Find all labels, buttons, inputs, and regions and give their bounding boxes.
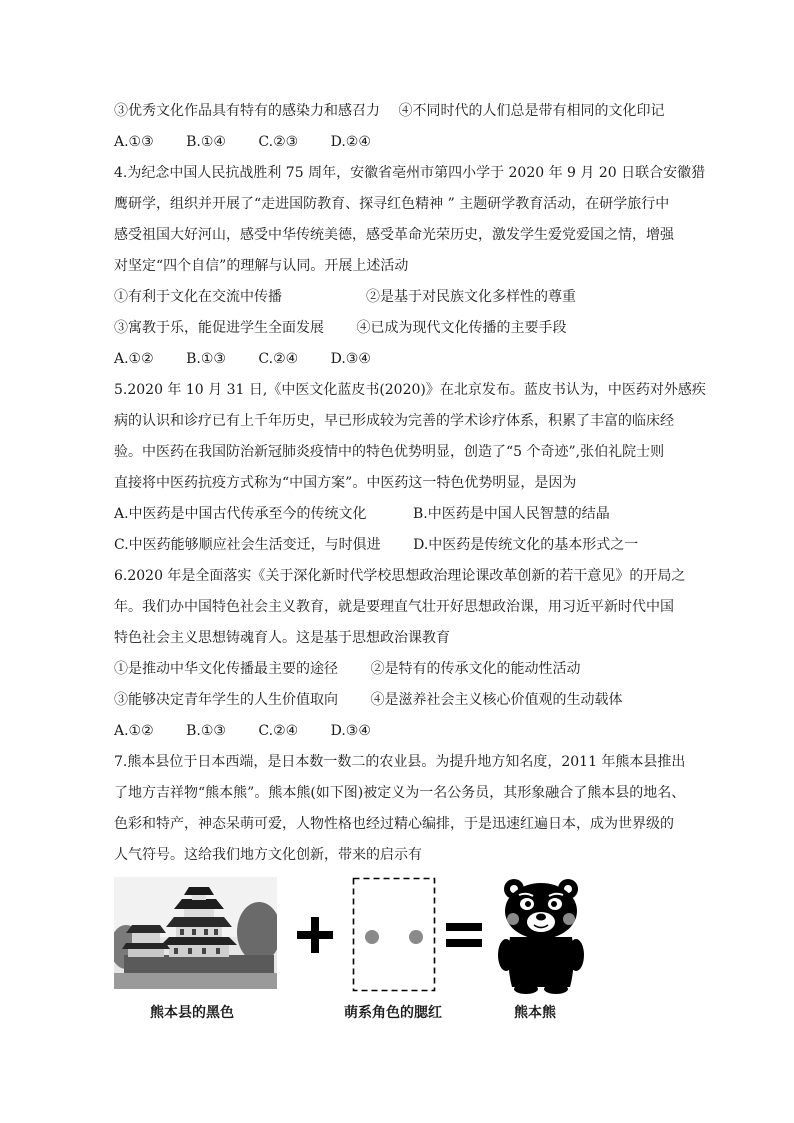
kumamon-figure: [114, 877, 680, 1027]
text-line: 人气符号。这给我们地方文化创新，带来的启示有: [114, 847, 422, 863]
text-line: 感受祖国大好河山，感受中华传统美德，感受革命光荣历史，激发学生爱党爱国之情，增强: [114, 227, 674, 243]
text-line: 年。我们办中国特色社会主义教育，就是要理直气壮开好思想政治课，用习近平新时代中国: [114, 599, 674, 615]
answer-options: A.中医药是中国古代传承至今的传统文化 B.中医药是中国人民智慧的结晶: [114, 506, 610, 522]
caption-blush: 萌系角色的腮红: [344, 1005, 442, 1021]
text-line: 验。中医药在我国防治新冠肺炎疫情中的特色优势明显，创造了“5 个奇迹”,张伯礼院士则: [114, 444, 665, 460]
blush-dot-right: [409, 930, 423, 944]
answer-options: A.①② B.①③ C.②④ D.③④: [114, 723, 371, 739]
text-line: ③寓教于乐，能促进学生全面发展 ④已成为现代文化传播的主要手段: [114, 320, 567, 336]
kumamon-bear-icon: [496, 877, 586, 995]
question-text: [114, 96, 706, 871]
text-line: 特色社会主义思想铸魂育人。这是基于思想政治课教育: [114, 630, 450, 646]
text-line: ①是推动中华文化传播最主要的途径 ②是特有的传承文化的能动性活动: [114, 661, 581, 677]
blush-dot-left: [365, 930, 379, 944]
equals-icon: [444, 919, 484, 951]
text-line: 了地方吉祥物“熊本熊”。熊本熊(如下图)被定义为一名公务员，其形象融合了熊本县的地名、: [114, 785, 686, 801]
question-5-line: 5.2020 年 10 月 31 日,《中医文化蓝皮书(2020)》在北京发布。蓝皮书认为，中医药对外感疾: [114, 382, 706, 398]
text-line: 病的认识和诊疗已有上千年历史，早已形成较为完善的学术诊疗体系，积累了丰富的临床经: [114, 413, 674, 429]
text-line: 对坚定“四个自信”的理解与认同。开展上述活动: [114, 258, 409, 274]
caption-kumamon: 熊本熊: [514, 1005, 556, 1021]
question-4-line: 4.为纪念中国人民抗战胜利 75 周年，安徽省亳州市第四小学于 2020 年 9 月 20 日联合安徽猎: [114, 165, 706, 181]
caption-castle: 熊本县的黑色: [150, 1005, 234, 1021]
question-7-line: 7.熊本县位于日本西端，是日本数一数二的农业县。为提升地方知名度，2011 年熊本县推出: [114, 754, 686, 770]
question-6-line: 6.2020 年是全面落实《关于深化新时代学校思想政治理论课改革创新的若干意见》的开局之: [114, 568, 686, 584]
text-line: ①有利于文化在交流中传播 ②是基于对民族文化多样性的尊重: [114, 289, 576, 305]
plus-icon: [295, 915, 335, 955]
answer-options: A.①② B.①③ C.②④ D.③④: [114, 351, 371, 367]
text-line: 直接将中医药抗疫方式称为“中国方案”。中医药这一特色优势明显，是因为: [114, 475, 577, 491]
text-line: ③能够决定青年学生的人生价值取向 ④是滋养社会主义核心价值观的生动载体: [114, 692, 623, 708]
text-line: 色彩和特产，神态呆萌可爱，人物性格也经过精心编排，于是迅速红遍日本，成为世界级的: [114, 816, 674, 832]
blush-box: [352, 877, 436, 992]
answer-options: C.中医药能够顺应社会生活变迁，与时俱进 D.中医药是传统文化的基本形式之一: [114, 537, 639, 553]
answer-options: A.①③ B.①④ C.②③ D.②④: [114, 134, 371, 150]
castle-photo: [114, 877, 277, 989]
text-line: 鹰研学，组织并开展了“走进国防教育、探寻红色精神 ” 主题研学教育活动，在研学旅行中: [114, 196, 670, 212]
text-line: ③优秀文化作品具有特有的感染力和感召力 ④不同时代的人们总是带有相同的文化印记: [114, 103, 665, 119]
